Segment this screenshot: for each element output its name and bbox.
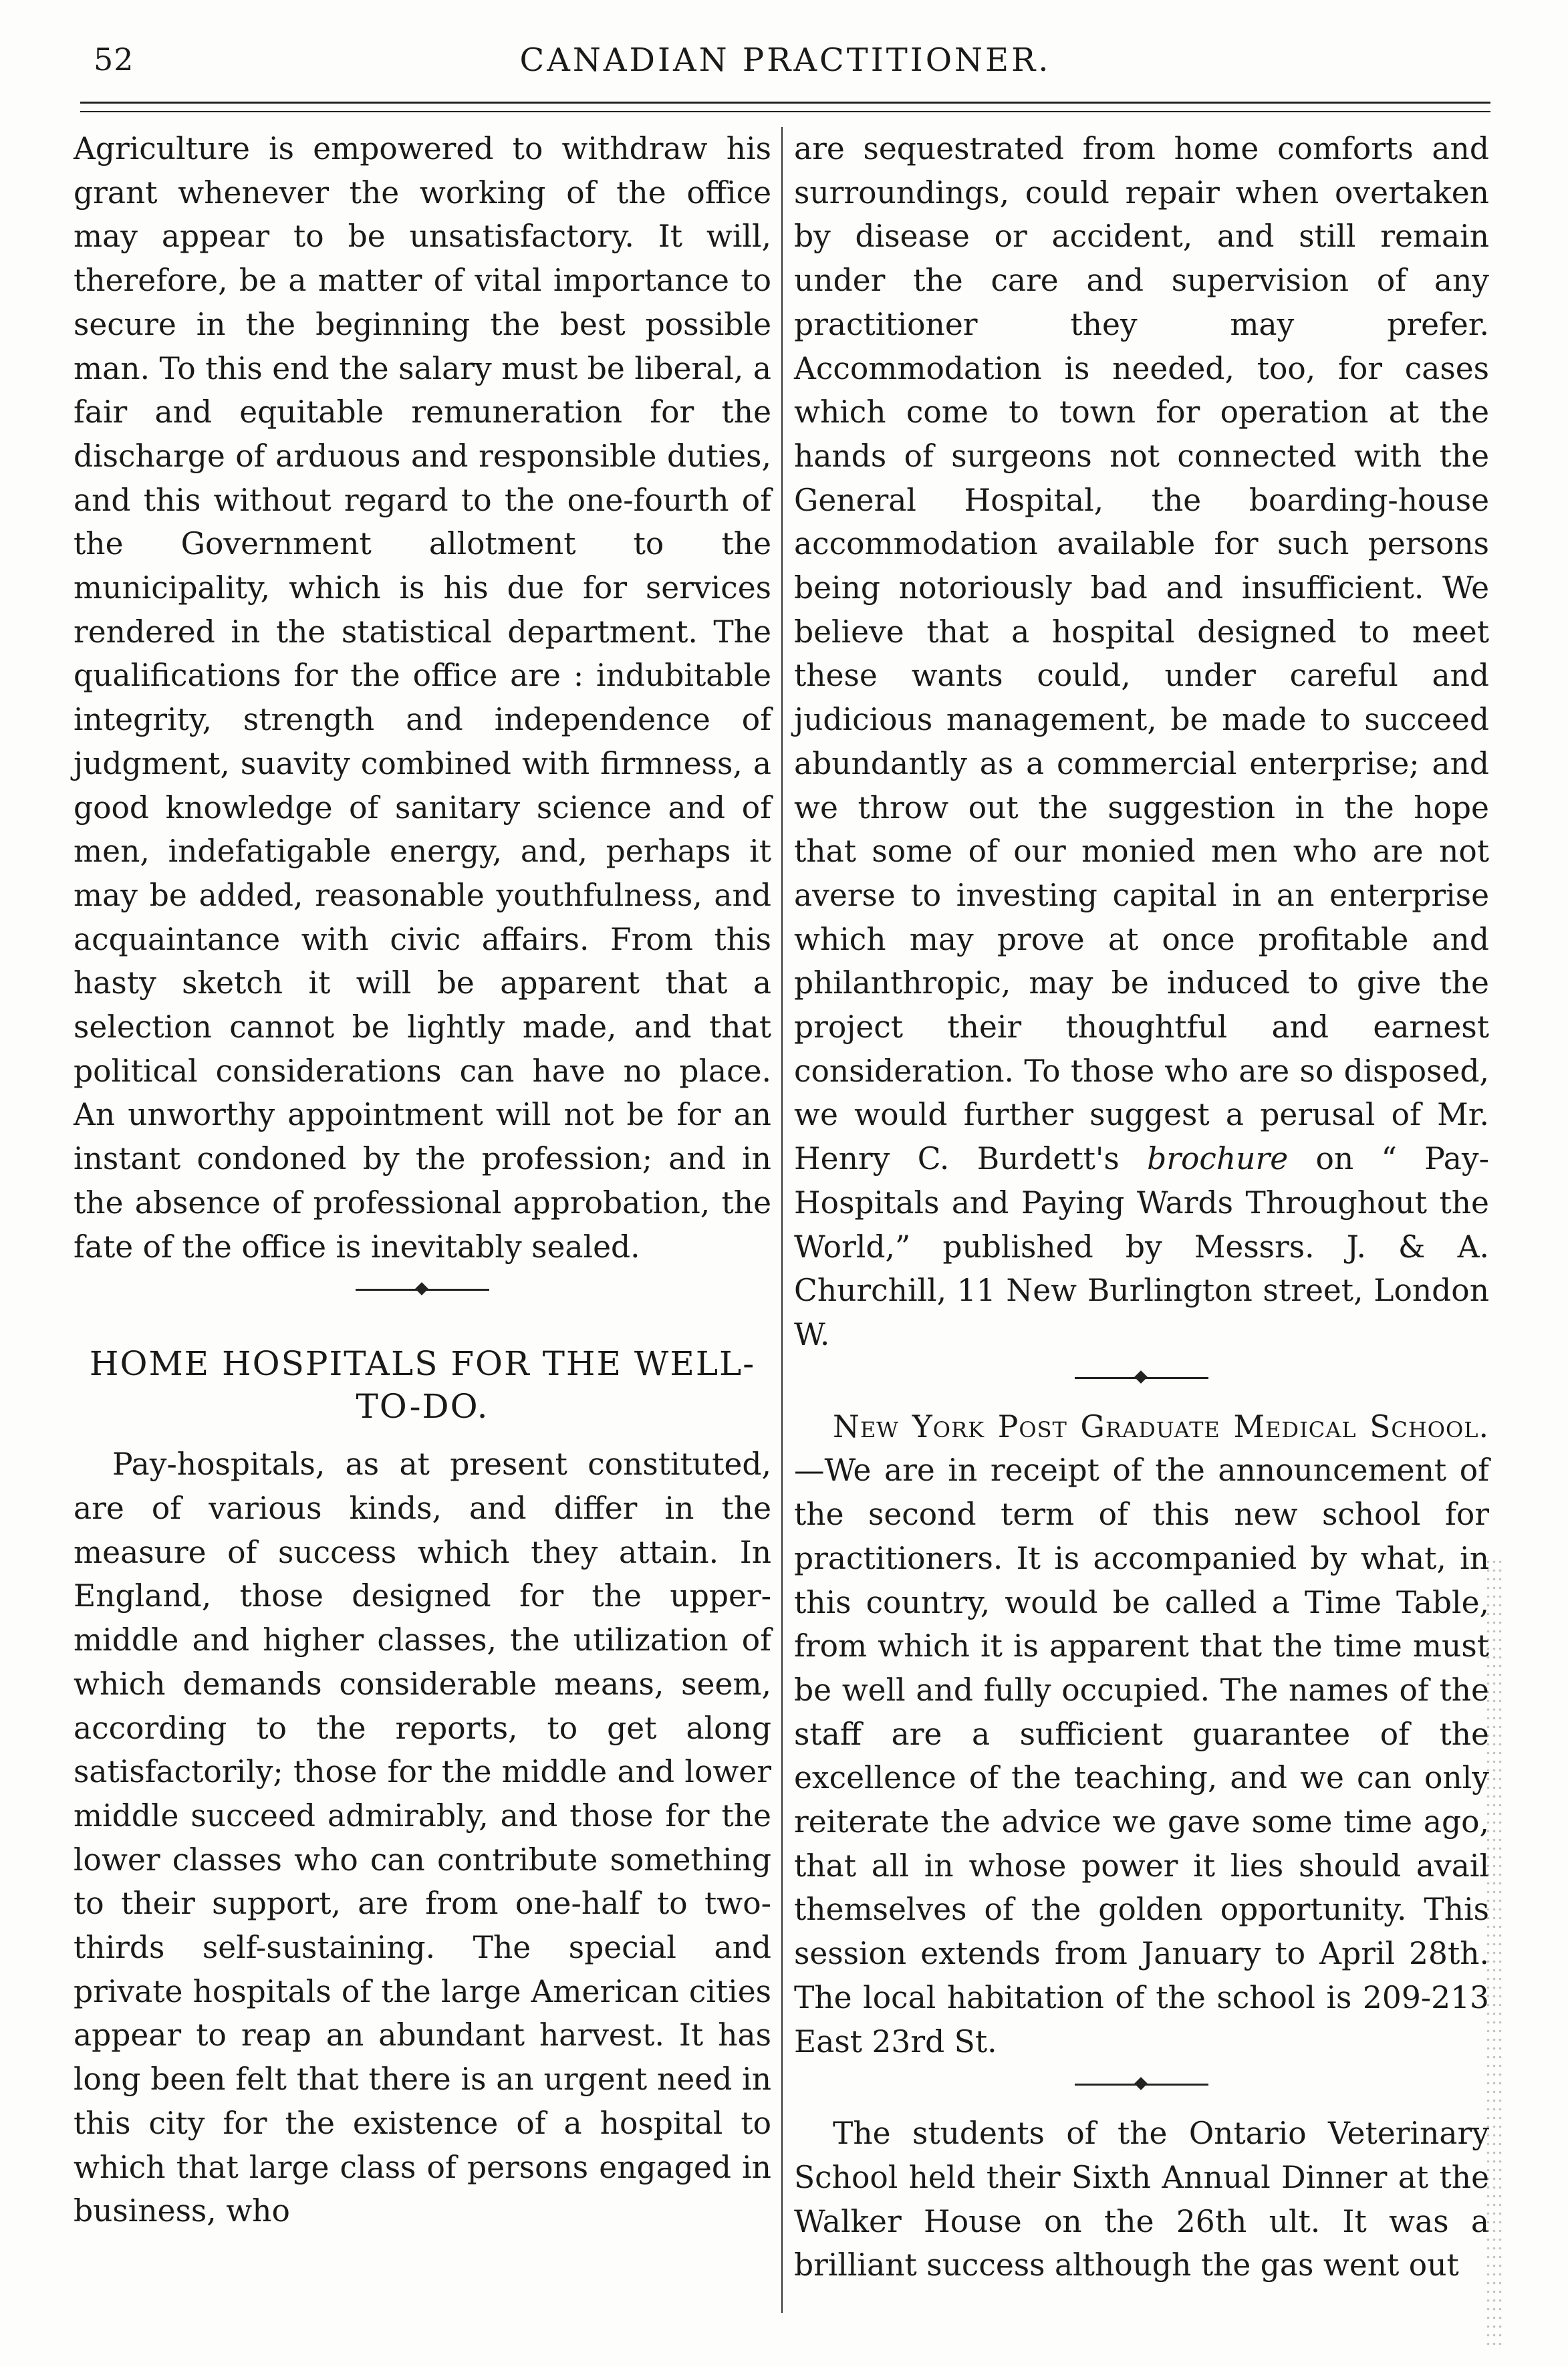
article-continuation-text: are sequestrated from home comforts and surroundings, could repair when overtaken by disease or accident, and still remain under the care and supervision of any practitioner they may prefer. Accommodation is needed, too, for cases which come to town for operation at the hands of surgeons not connected with the General Hospital, the boarding-house accommodation available for such persons being notoriously bad and insufficient. We believe that a hospital designed to meet these wants could, under careful and judicious management, be made to succeed abundantly as a commercial enterprise; and we throw out the suggestion in the hope that some of our monied men who are not averse to investing capital in an enterprise which may prove at once profitable and philanthropic, may be induced to give the project their thoughtful and earnest consideration. To those who are so disposed, we would further suggest a perusal of Mr. Henry C. Burdett's xyxy=(794,131,1489,1177)
journal-title: CANADIAN PRACTITIONER. xyxy=(519,41,1051,79)
page-number: 52 xyxy=(94,41,134,78)
print-specks xyxy=(1485,1558,1504,2346)
section-divider xyxy=(74,1269,771,1317)
header-rule-bottom xyxy=(80,111,1490,112)
article-heading: HOME HOSPITALS FOR THE WELL-TO-DO. xyxy=(89,1344,756,1426)
column-divider xyxy=(781,127,783,2313)
section-divider xyxy=(794,2064,1489,2112)
running-head xyxy=(80,41,1490,88)
news-item-veterinary-dinner: The students of the Ontario Veterinary School held their Sixth Annual Dinner at the Walker House on the 26th ult. It was a brilliant success although the gas went out xyxy=(794,2116,1489,2283)
header-rule-top xyxy=(80,102,1490,104)
italic-word-brochure: brochure xyxy=(1147,1141,1289,1177)
article-continuation-end: on “ Pay-Hospitals and Paying Wards Throughout the World,” published by Messrs. J. & A. Churchill, 11 New Burlington street, London W. xyxy=(794,1141,1489,1352)
section-divider xyxy=(794,1357,1489,1405)
right-column xyxy=(794,127,1489,2333)
ornament-rule xyxy=(1075,1377,1208,1379)
news-item-lead: New York Post Graduate Medical School. xyxy=(833,1408,1489,1445)
article-paragraph: Pay-hospitals, as at present constituted, are of various kinds, and differ in the measure of success which they attain. In England, those designed for the upper-middle and higher classes, the utilization of which demands considerable means, seem, according to the reports, to get along satisfactorily; those for the middle and lower middle succeed admirably, and those for the lower classes who can contribute something to their support, are from one-half to two-thirds self-sustaining. The special and private hospitals of the large American cities appear to reap an abundant harvest. It has long been felt that there is an urgent need in this city for the existence of a hospital to which that large class of persons engaged in business, who xyxy=(74,1447,771,2229)
news-item-postgraduate-school xyxy=(794,1405,1489,2064)
news-item-body: —We are in receipt of the announcement of the second term of this new school for practitioners. It is accompanied by what, in this country, would be called a Time Table, from which it is apparent that the time must be well and fully occupied. The names of the staff are a sufficient guarantee of the excellence of the teaching, and we can only reiterate the advice we gave some time ago, that all in whose power it lies should avail themselves of the golden opportunity. This session extends from January to April 28th. The local habitation of the school is 209-213 East 23rd St. xyxy=(794,1453,1489,2060)
article-continuation xyxy=(794,127,1489,1357)
ornament-rule xyxy=(1075,2084,1208,2086)
continuation-paragraph: Agriculture is empowered to withdraw his grant whenever the working of the office may appear to be unsatisfactory. It will, therefore, be a matter of vital importance to secure in the beginning the best possible man. To this end the salary must be liberal, a fair and equitable remuneration for the discharge of arduous and responsible duties, and this without regard to the one-fourth of the Government allotment to the municipality, which is his due for services rendered in the statistical department. The qualifications for the office are : indubitable integrity, strength and independence of judgment, suavity combined with firmness, a good knowledge of sanitary science and of men, indefatigable energy, and, perhaps it may be added, reasonable youthfulness, and acquaintance with civic affairs. From this hasty sketch it will be apparent that a selection cannot be lightly made, and that political considerations can have no place. An unworthy appointment will not be for an instant condoned by the profession; and in the absence of professional approbation, the fate of the office is inevitably sealed. xyxy=(74,131,771,1265)
ornament-rule xyxy=(356,1289,489,1291)
left-column xyxy=(74,127,771,2333)
